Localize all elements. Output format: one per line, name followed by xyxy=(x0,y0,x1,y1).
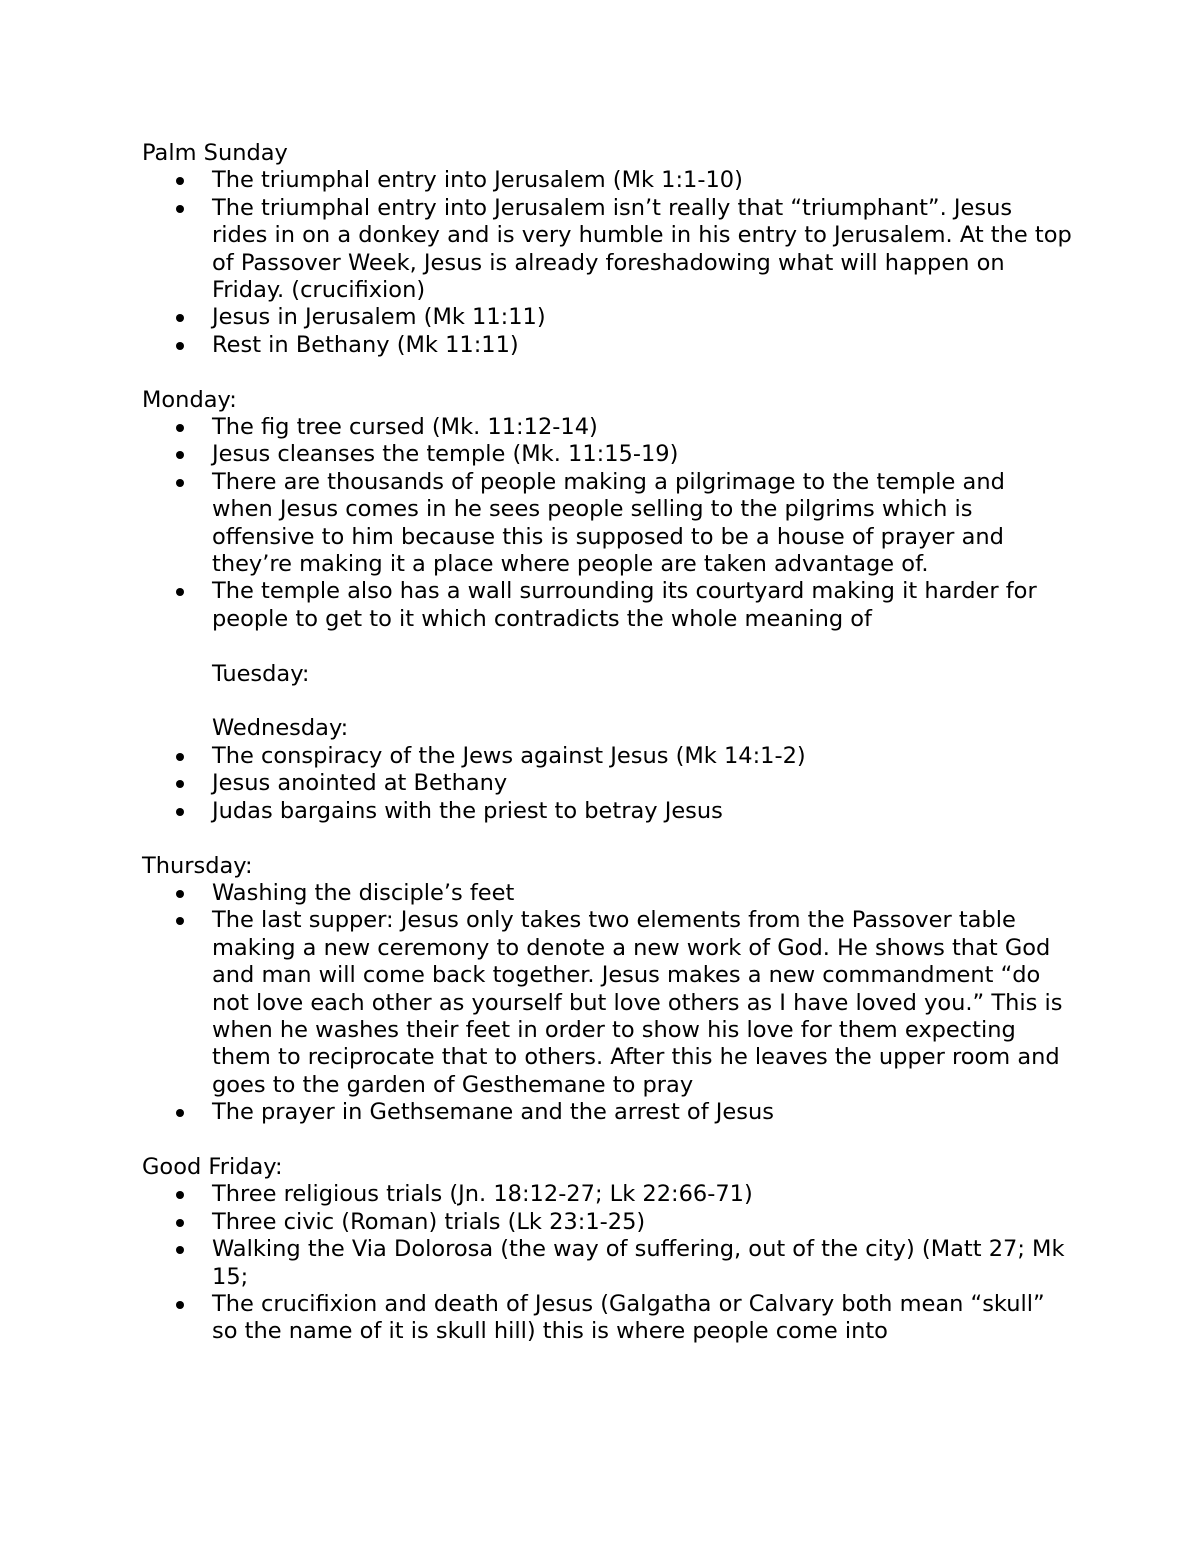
tuesday-heading: Tuesday: xyxy=(212,660,310,687)
blank-line xyxy=(142,688,1072,715)
list-item: Judas bargains with the priest to betray Jesus xyxy=(212,798,1072,825)
good-friday-heading: Good Friday: xyxy=(142,1153,283,1180)
list-item: Jesus in Jerusalem (Mk 11:11) xyxy=(212,304,1072,331)
list-item: Washing the disciple’s feet xyxy=(212,880,1072,907)
list-item: Walking the Via Dolorosa (the way of suffering, out of the city) (Matt 27; Mk 15; xyxy=(212,1236,1072,1291)
wednesday-heading: Wednesday: xyxy=(212,715,349,742)
list-item: The last supper: Jesus only takes two elements from the Passover table making a new ceremony to denote a new work of God. He shows that God and man will come back together. Jesus makes a new commandment “do not love each other as yourself but love others as I have loved you.” This is when he washes their feet in order to show his love for them expecting them to reciprocate that to others. After this he leaves the upper room and goes to the garden of Gesthemane to pray xyxy=(212,907,1072,1099)
list-item: The triumphal entry into Jerusalem isn’t really that “triumphant”. Jesus rides in on a donkey and is very humble in his entry to Jerusalem. At the top of Passover Week, Jesus is already foreshadowing what will happen on Friday. (crucifixion) xyxy=(212,194,1072,304)
palm-sunday-heading: Palm Sunday xyxy=(142,140,288,166)
good-friday-list xyxy=(142,1181,1072,1345)
blank-line xyxy=(142,359,1072,386)
list-item: Three civic (Roman) trials (Lk 23:1-25) xyxy=(212,1209,1072,1236)
list-item: Jesus cleanses the temple (Mk. 11:15-19) xyxy=(212,441,1072,468)
list-item: The conspiracy of the Jews against Jesus (Mk 14:1-2) xyxy=(212,743,1072,770)
blank-line xyxy=(142,633,1072,660)
blank-line xyxy=(142,825,1072,852)
palm-sunday-list xyxy=(142,167,1072,359)
list-item: The triumphal entry into Jerusalem (Mk 1:1-10) xyxy=(212,167,1072,194)
wednesday-list xyxy=(142,743,1072,825)
list-item: The temple also has a wall surrounding its courtyard making it harder for people to get to it which contradicts the whole meaning of xyxy=(212,578,1072,633)
list-item: The prayer in Gethsemane and the arrest of Jesus xyxy=(212,1099,1072,1126)
list-item: There are thousands of people making a pilgrimage to the temple and when Jesus comes in he sees people selling to the pilgrims which is offensive to him because this is supposed to be a house of prayer and they’re making it a place where people are taken advantage of. xyxy=(212,469,1072,579)
list-item: Rest in Bethany (Mk 11:11) xyxy=(212,332,1072,359)
list-item: Jesus anointed at Bethany xyxy=(212,770,1072,797)
monday-list xyxy=(142,414,1072,633)
blank-line xyxy=(142,1127,1072,1154)
thursday-list xyxy=(142,880,1072,1127)
thursday-heading: Thursday: xyxy=(142,852,253,879)
list-item: The fig tree cursed (Mk. 11:12-14) xyxy=(212,414,1072,441)
list-item: The crucifixion and death of Jesus (Galgatha or Calvary both mean “skull” so the name of it is skull hill) this is where people come into xyxy=(212,1291,1072,1346)
document-page xyxy=(142,140,1072,1346)
monday-heading: Monday: xyxy=(142,386,237,413)
list-item: Three religious trials (Jn. 18:12-27; Lk 22:66-71) xyxy=(212,1181,1072,1208)
